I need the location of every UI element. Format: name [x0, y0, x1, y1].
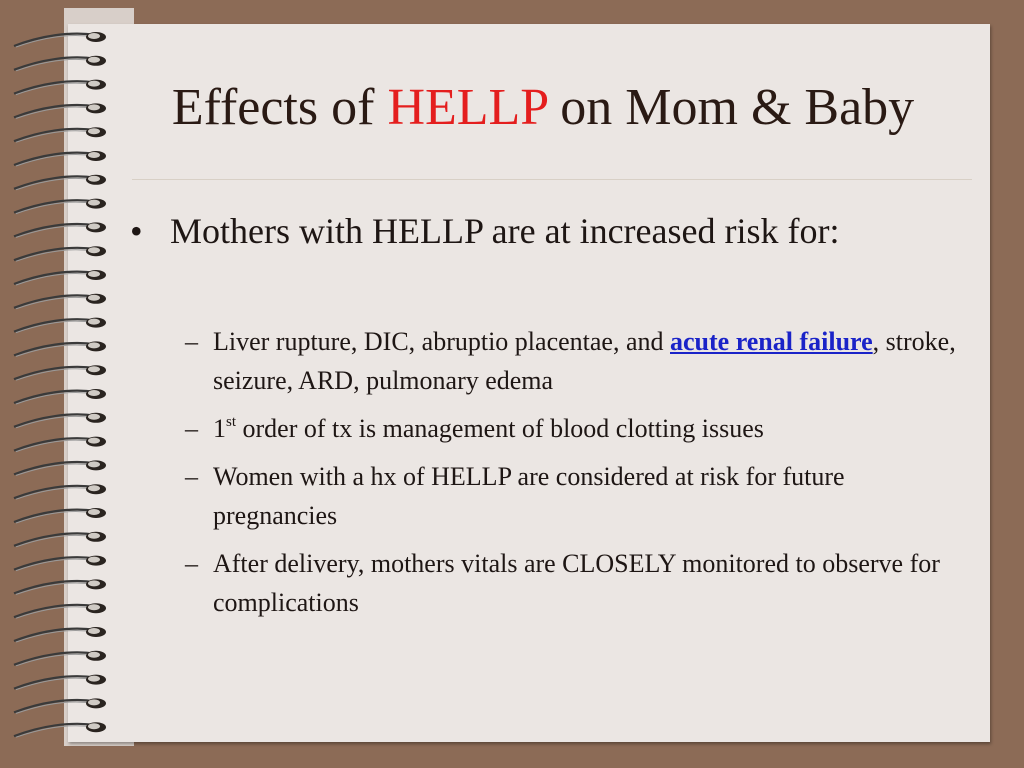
highlighted-term: acute renal failure [670, 327, 873, 356]
binding-ring [14, 698, 106, 713]
title-divider [132, 179, 972, 180]
binding-ring [14, 484, 106, 499]
binding-ring [14, 651, 106, 666]
binding-ring [14, 508, 106, 523]
binding-ring [14, 246, 106, 261]
binding-ring [14, 199, 106, 214]
binding-ring [14, 675, 106, 690]
binding-ring [14, 151, 106, 166]
binding-ring [14, 627, 106, 642]
binding-ring [14, 722, 106, 737]
binding-ring [14, 222, 106, 237]
binding-ring [14, 556, 106, 571]
binding-ring [14, 32, 106, 47]
binding-ring [14, 270, 106, 285]
binding-ring [14, 318, 106, 333]
binding-ring [14, 365, 106, 380]
binding-ring [14, 175, 106, 190]
binding-ring [14, 579, 106, 594]
sub-bullet-item: – Liver rupture, DIC, abruptio placentae, and acute renal failure, stroke, seizure, ARD, pulmonary edema [185, 327, 956, 395]
sub-bullet-item: – After delivery, mothers vitals are CLOSELY monitored to observe for complications [185, 549, 940, 617]
binding-ring [14, 341, 106, 356]
binding-ring [14, 294, 106, 309]
main-bullet [130, 208, 970, 255]
binding-ring [14, 389, 106, 404]
title-accent: HELLP [387, 79, 548, 136]
slide-title: Effects of HELLP on Mom & Baby [171, 79, 915, 136]
sub-bullet-item: – 1st order of tx is management of blood clotting issues [185, 414, 764, 443]
binding-ring [14, 437, 106, 452]
binding-ring [14, 532, 106, 547]
sub-bullet-item: – Women with a hx of HELLP are considered at risk for future pregnancies [185, 462, 845, 530]
binding-ring [14, 56, 106, 71]
binding-ring [14, 460, 106, 475]
main-bullet-text: Mothers with HELLP are at increased risk for: [170, 211, 840, 251]
binding-ring [14, 413, 106, 428]
sub-bullet-list [185, 322, 975, 631]
binding-ring [14, 603, 106, 618]
bullet-marker: • [130, 211, 143, 251]
